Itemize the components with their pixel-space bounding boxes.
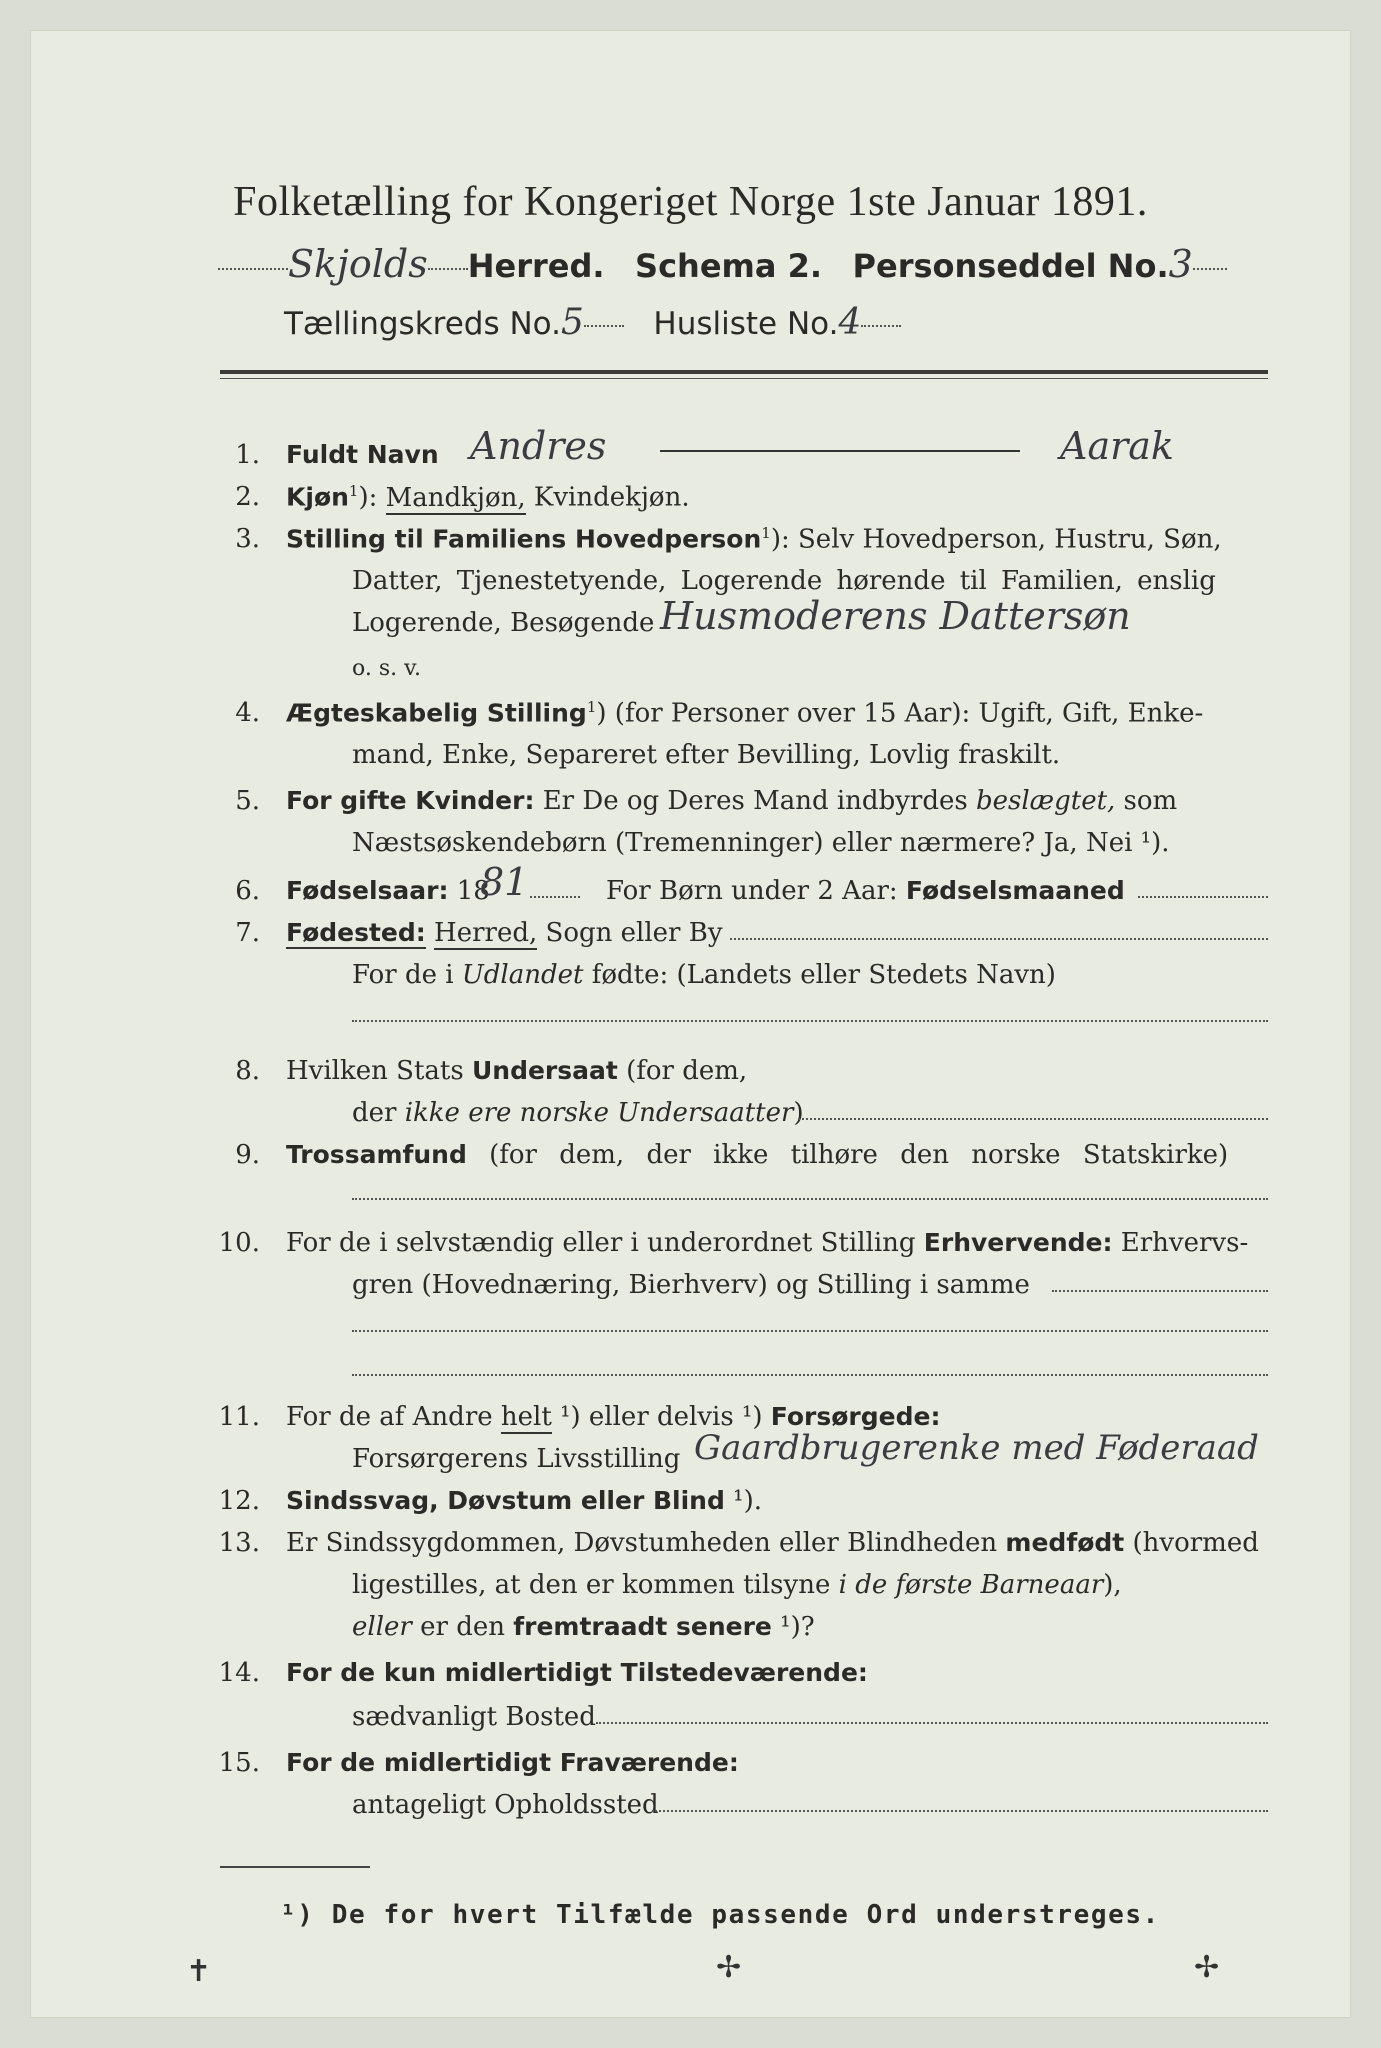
q4-number: 4. (235, 698, 260, 728)
q6-line: Fødselsaar: 18 (286, 876, 490, 906)
registration-mark-right: ✢ (1194, 1950, 1220, 1985)
q2-line: Kjøn$^1$): Mandkjøn, Kvindekjøn. (286, 482, 690, 513)
q13-line3: eller er den fremtraadt senere ¹)? (352, 1612, 815, 1642)
herred-value: Skjolds (288, 242, 428, 286)
personseddel-label: Personseddel No. (852, 247, 1169, 285)
husliste-label: Husliste No. (653, 306, 839, 342)
schema-label: Schema 2. (635, 247, 823, 285)
header-rule (220, 370, 1268, 374)
footnote: ¹) De for hvert Tilfælde passende Ord understreges. (280, 1900, 1160, 1930)
q9-line1: Trossamfund (for dem, der ikke tilhøre den norske Statskirke) (286, 1140, 1229, 1170)
q5-line2: Næstsøskendebørn (Tremenninger) eller nærmere? Ja, Nei ¹). (352, 828, 1170, 858)
q1-label: Fuldt Navn (286, 440, 439, 469)
q12-number: 12. (218, 1486, 260, 1516)
q10-number: 10. (218, 1228, 260, 1258)
q9-number: 9. (235, 1140, 260, 1170)
kreds-value: 5 (560, 302, 584, 343)
q4-line1: Ægteskabelig Stilling$^1$) (for Personer over 15 Aar): Ugift, Gift, Enke- (286, 698, 1204, 729)
q8-line1: Hvilken Stats Undersaat (for dem, (286, 1056, 748, 1086)
q11-value: Gaardbrugerenke med Føderaad (694, 1428, 1259, 1468)
registration-mark-left: ✝ (186, 1954, 212, 1989)
q1-name-line (660, 450, 1020, 452)
q15-number: 15. (218, 1748, 260, 1778)
q3-value: Husmoderens Dattersøn (660, 594, 1131, 638)
q11-number: 11. (218, 1402, 260, 1432)
kreds-label: Tællingskreds No. (284, 306, 561, 342)
q8-line2: der ikke ere norske Undersaatter) (352, 1098, 804, 1128)
q4-line2: mand, Enke, Separeret efter Bevilling, Lovlig fraskilt. (352, 740, 1061, 770)
q15-line2: antageligt Opholdssted (352, 1790, 659, 1820)
q5-number: 5. (235, 786, 260, 816)
q14-line2: sædvanligt Bosted (352, 1702, 596, 1732)
registration-mark-center: ✢ (716, 1950, 742, 1985)
q8-number: 8. (235, 1056, 260, 1086)
q6-value: 81 (480, 860, 529, 904)
q14-number: 14. (218, 1658, 260, 1688)
q14-line1: For de kun midlertidigt Tilstedeværende: (286, 1658, 868, 1687)
q15-line1: For de midlertidigt Fraværende: (286, 1748, 739, 1777)
herred-label: Herred. (467, 247, 605, 285)
q11-line2: Forsørgerens Livsstilling (352, 1444, 681, 1474)
q3-line4: o. s. v. (352, 656, 421, 681)
personseddel-value: 3 (1168, 242, 1193, 286)
q3-line1: Stilling til Familiens Hovedperson$^1$): Selv Hovedperson, Hustru, Søn, (286, 524, 1222, 555)
q13-number: 13. (218, 1528, 260, 1558)
q6-rest: For Børn under 2 Aar: Fødselsmaaned (606, 876, 1125, 906)
census-form-sheet (30, 30, 1351, 2018)
q13-line2: ligestilles, at den er kommen tilsyne i de første Barneaar), (352, 1570, 1122, 1600)
kreds-line (284, 302, 901, 343)
q3-line2: Datter, Tjenestetyende, Logerende hørende til Familien, enslig (352, 566, 1216, 596)
q3-number: 3. (235, 524, 260, 554)
q13-line1: Er Sindssygdommen, Døvstumheden eller Blindheden medfødt (hvormed (286, 1528, 1259, 1558)
herred-line (218, 242, 1227, 286)
q10-line2: gren (Hovednæring, Bierhverv) og Stilling i samme (352, 1270, 1030, 1300)
q1-first-name: Andres (470, 424, 607, 468)
q1-last-name: Aarak (1060, 424, 1174, 468)
footnote-rule (220, 1866, 370, 1868)
form-title: Folketælling for Kongeriget Norge 1ste Januar 1891. (233, 179, 1148, 225)
q10-line1: For de i selvstændig eller i underordnet Stilling Erhvervende: Erhvervs- (286, 1228, 1249, 1258)
q7-line1: Fødested: Herred, Sogn eller By (286, 918, 723, 948)
q6-number: 6. (235, 876, 260, 906)
q11-line1: For de af Andre helt ¹) eller delvis ¹) Forsørgede: (286, 1402, 941, 1432)
q1-number: 1. (235, 440, 260, 470)
q5-line1: For gifte Kvinder: Er De og Deres Mand indbyrdes beslægtet, som (286, 786, 1178, 816)
q3-line3: Logerende, Besøgende (352, 608, 655, 638)
header-rule-thin (220, 378, 1268, 379)
q7-number: 7. (235, 918, 260, 948)
q12-line: Sindssvag, Døvstum eller Blind ¹). (286, 1486, 762, 1516)
husliste-value: 4 (838, 302, 862, 343)
q7-line2: For de i Udlandet fødte: (Landets eller Stedets Navn) (352, 960, 1056, 990)
q2-number: 2. (235, 482, 260, 512)
